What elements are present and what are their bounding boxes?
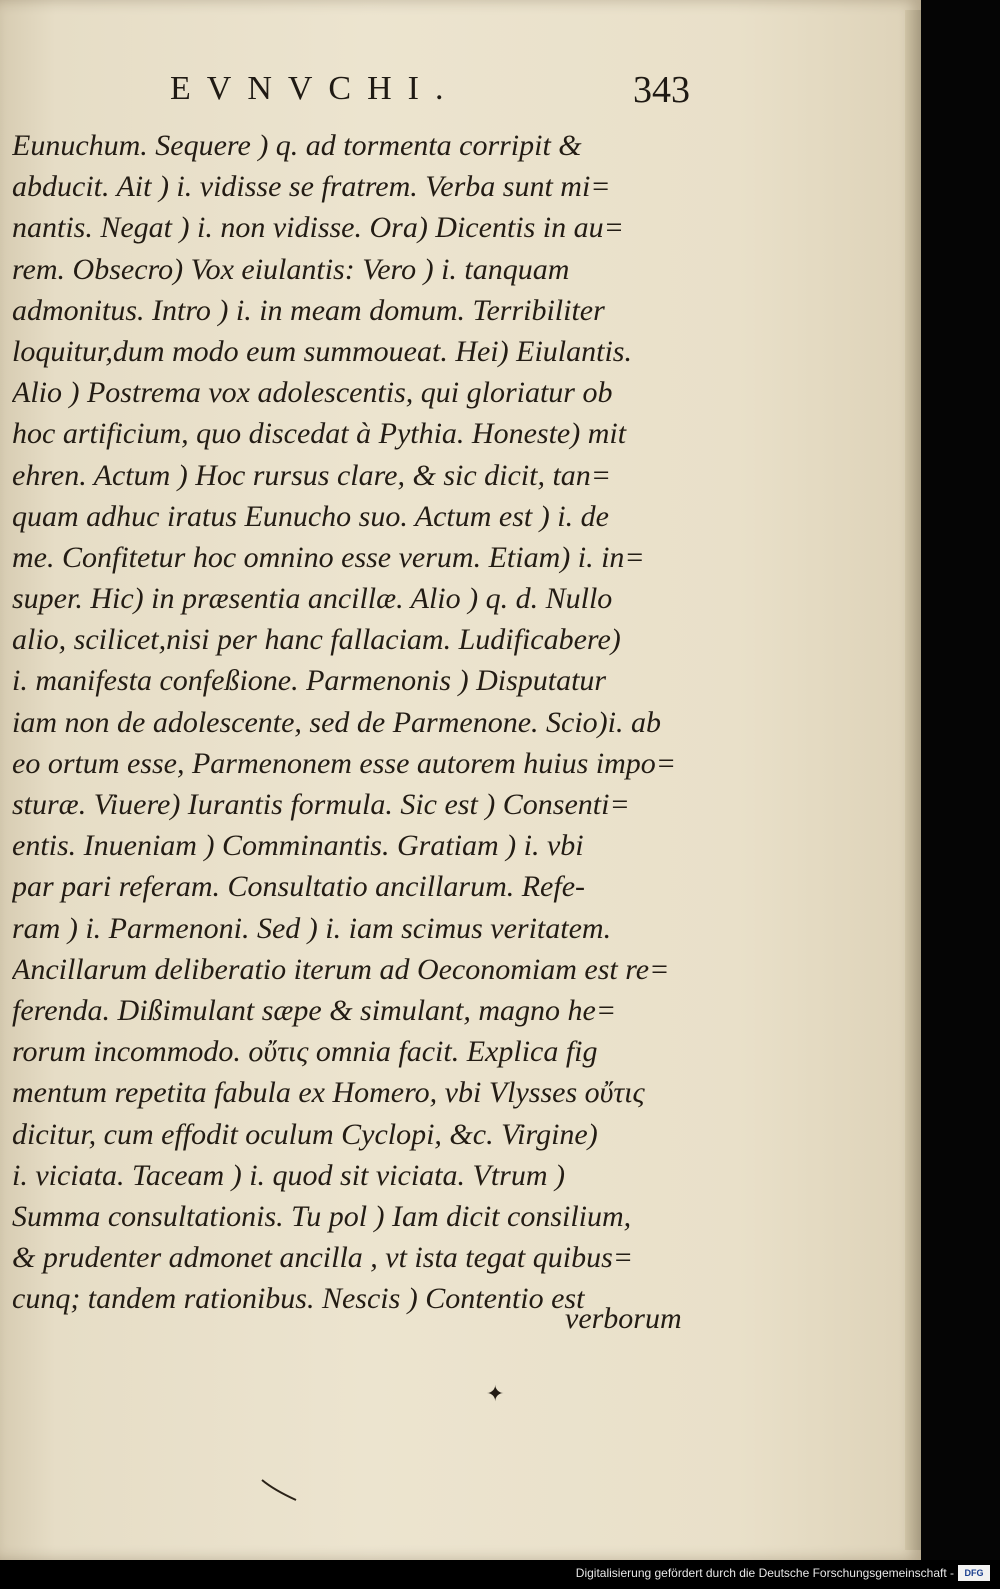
text-line: ram ) i. Parmenoni. Sed ) i. iam scimus veritatem. [12,911,612,945]
text-line: mentum repetita fabula ex Homero, vbi Vlysses οὔτις [12,1076,645,1110]
text-line: rorum incommodo. οὔτις omnia facit. Explica fig [12,1035,598,1069]
text-line: Eunuchum. Sequere ) q. ad tormenta corripit & [12,129,582,162]
scan-background [921,0,1000,1560]
text-line: ferenda. Dißimulant sæpe & simulant, magno he= [12,993,617,1027]
text-line: cunq; tandem rationibus. Nescis ) Contentio est [12,1282,585,1316]
text-line: quam adhuc iratus Eunucho suo. Actum est ) i. de [12,499,609,533]
text-line: sturæ. Viuere) Iurantis formula. Sic est ) Consenti= [12,788,630,821]
text-line: eo ortum esse, Parmenonem esse autorem huius impo= [12,746,677,780]
text-line: Summa consultationis. Tu pol ) Iam dicit consilium, [12,1199,632,1233]
text-line: admonitus. Intro ) i. in meam domum. Terribiliter [12,293,605,327]
dfg-logo: DFG [958,1565,990,1581]
text-line: Alio ) Postrema vox adolescentis, qui gloriatur ob [12,376,613,410]
text-line: entis. Inueniam ) Comminantis. Gratiam ) i. vbi [12,829,584,863]
text-line: Ancillarum deliberatio iterum ad Oeconomiam est re= [12,952,670,986]
text-line: iam non de adolescente, sed de Parmenone. Scio)i. ab [12,705,661,739]
text-line: dicitur, cum effodit oculum Cyclopi, &c. Virgine) [12,1117,598,1151]
text-line: rem. Obsecro) Vox eiulantis: Vero ) i. tanquam [12,252,570,286]
text-line: abducit. Ait ) i. vidisse se fratrem. Verba sunt mi= [12,170,611,204]
text-line: hoc artificium, quo discedat à Pythia. Honeste) mit [12,417,627,451]
scan-footer [0,1560,1000,1589]
text-line: nantis. Negat ) i. non vidisse. Ora) Dicentis in au= [12,211,624,245]
commentary-text [12,125,692,1319]
text-line: par pari referam. Consultatio ancillarum. Refe- [12,870,586,904]
text-line: loquitur,dum modo eum summoueat. Hei) Eiulantis. [12,334,632,368]
text-line: super. Hic) in præsentia ancillæ. Alio ) q. d. Nullo [12,582,613,616]
text-line: me. Confitetur hoc omnino esse verum. Etiam) i. in= [12,540,645,574]
text-line: i. manifesta confeßione. Parmenonis ) Disputatur [12,664,607,698]
page-header [170,70,690,130]
page-edge [905,10,921,1550]
ornament-icon: ✦ [486,1382,505,1407]
running-head: EVNVCHI. [170,70,460,107]
text-line: & prudenter admonet ancilla , vt ista tegat quibus= [12,1241,634,1275]
text-line: alio, scilicet,nisi per hanc fallaciam. Ludificabere) [12,623,621,657]
catchword: verborum [565,1302,682,1335]
text-line: ehren. Actum ) Hoc rursus clare, & sic dicit, tan= [12,458,612,492]
page-number: 343 [633,69,690,111]
funding-note: Digitalisierung gefördert durch die Deutsche Forschungsgemeinschaft - [575,1566,954,1580]
ink-mark-icon [260,1478,300,1502]
text-line: i. viciata. Taceam ) i. quod sit viciata. Vtrum ) [12,1158,565,1192]
